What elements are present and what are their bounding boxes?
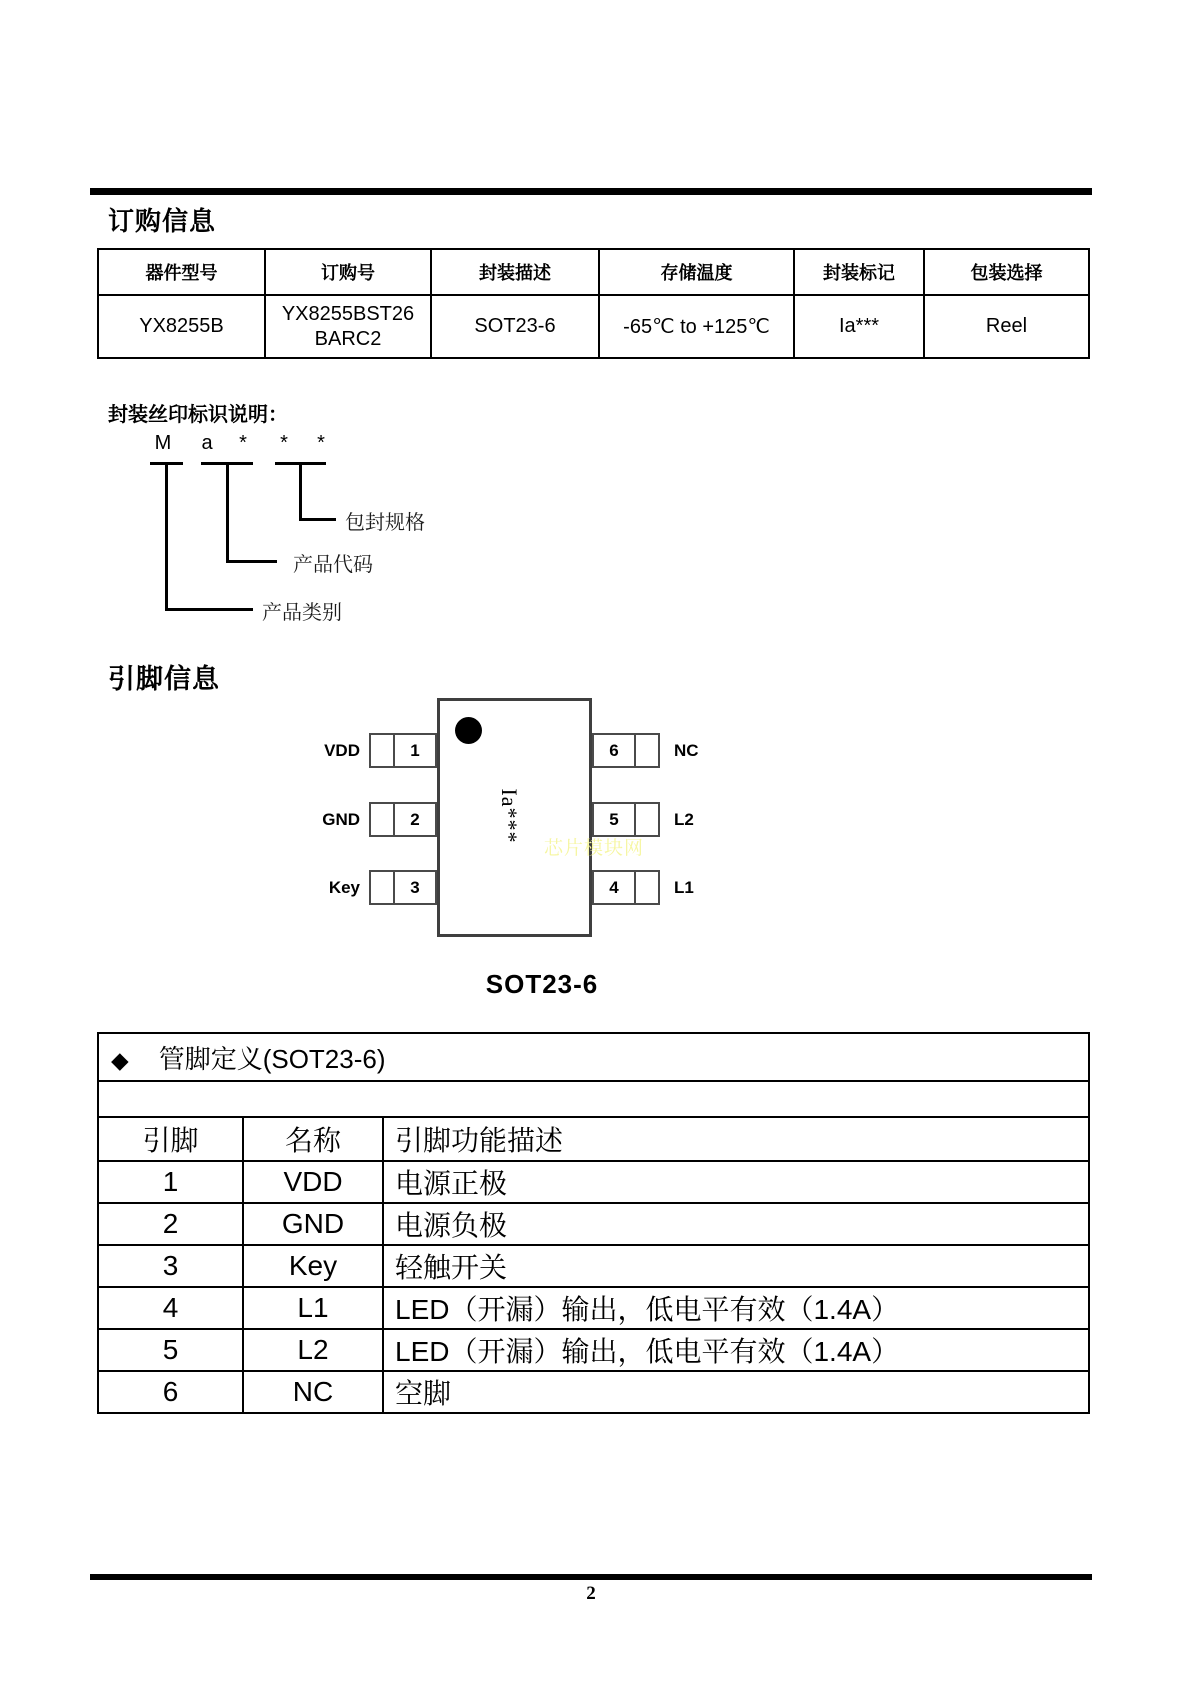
marking-cell: Ia*** [794,295,924,358]
package-cell: SOT23-6 [431,295,599,358]
name-cell: VDD [243,1161,383,1203]
pin-label-vdd: VDD [324,741,360,760]
pin-table-title-row [98,1033,1089,1081]
leader-line-spec [299,462,302,521]
desc-cell: 电源负极 [383,1203,1089,1245]
leader-arm-spec [299,518,336,521]
leader-line-category [165,462,168,611]
col-header-name: 名称 [243,1117,383,1161]
desc-cell: LED（开漏）输出，低电平有效（1.4A） [383,1287,1089,1329]
pin-cell: 1 [98,1161,243,1203]
pin-lead [371,735,395,766]
order-number-line2: BARC2 [314,327,382,350]
desc-cell: LED（开漏）输出，低电平有效（1.4A） [383,1329,1089,1371]
pin-row-4 [98,1287,1089,1329]
pin-table-header-row [98,1117,1089,1161]
watermark-text: 芯片模块网 [544,838,645,859]
pin-box-4 [592,870,660,905]
pin-number-6: 6 [609,741,619,760]
pin-label-nc: NC [674,741,699,760]
marking-char-4: * [280,432,288,454]
package-name-label: SOT23-6 [485,969,599,999]
pin-box-6 [592,733,660,768]
pin-cell: 2 [98,1203,243,1245]
order-table-header-row [98,249,1089,295]
pin-box-3 [369,870,437,905]
pin-label-l1: L1 [674,878,694,897]
name-cell: L2 [243,1329,383,1371]
marking-char-3: * [239,432,247,454]
pin-row-3 [98,1245,1089,1287]
pin-row-5 [98,1329,1089,1371]
spacer-row [98,1081,1089,1117]
footer-rule [90,1574,1092,1580]
col-header-order-number: 订购号 [265,249,431,295]
storage-temp-cell: -65℃ to +125℃ [599,295,794,358]
order-info-table [97,248,1090,359]
pin-table-title: 管脚定义(SOT23-6) [158,1043,386,1074]
marking-char-5: * [317,432,325,454]
label-product-category: 产品类别 [262,602,342,624]
order-table-data-row [98,295,1089,358]
pin-row-2 [98,1203,1089,1245]
marking-section-title: 封装丝印标识说明： [108,404,288,426]
col-header-part-number: 器件型号 [98,249,265,295]
name-cell: Key [243,1245,383,1287]
pin-box-1 [369,733,437,768]
desc-cell: 轻触开关 [383,1245,1089,1287]
pin-lead [371,804,395,835]
packing-cell: Reel [924,295,1089,358]
part-number-cell: YX8255B [98,295,265,358]
pin-number-3: 3 [410,878,420,897]
pin-label-key: Key [328,878,360,897]
spacer-cell [98,1081,1089,1117]
col-header-package: 封装描述 [431,249,599,295]
leader-arm-code [226,560,277,563]
marking-char-1: M [154,432,172,454]
pin-number-5: 5 [609,810,619,829]
leader-arm-category [165,608,253,611]
leader-line-code [226,462,229,563]
top-rule [90,188,1092,195]
pin-lead [634,735,658,766]
col-header-storage-temp: 存储温度 [599,249,794,295]
desc-cell: 空脚 [383,1371,1089,1413]
pin-lead [371,872,395,903]
desc-cell: 电源正极 [383,1161,1089,1203]
pin-cell: 6 [98,1371,243,1413]
col-header-marking: 封装标记 [794,249,924,295]
col-header-desc: 引脚功能描述 [383,1117,1089,1161]
marking-char-2: a [201,432,213,454]
pin-number-4: 4 [609,878,619,897]
pin1-dot [455,717,482,744]
pin-row-1 [98,1161,1089,1203]
pin-box-2 [369,802,437,837]
pin-number-1: 1 [410,741,420,760]
chip-marking-text: Ia*** [497,788,522,844]
label-product-code: 产品代码 [293,554,373,576]
pin-number-2: 2 [410,810,420,829]
col-header-pin: 引脚 [98,1117,243,1161]
pin-lead [634,872,658,903]
pin-table-title-cell [98,1033,1089,1081]
pin-info-title: 引脚信息 [108,664,220,694]
name-cell: GND [243,1203,383,1245]
diamond-bullet-icon: ◆ [111,1046,129,1073]
order-number-line1: YX8255BST26 [281,302,415,325]
order-info-title: 订购信息 [108,206,217,236]
name-cell: NC [243,1371,383,1413]
order-number-cell [265,295,431,358]
name-cell: L1 [243,1287,383,1329]
pin-box-5 [592,802,660,837]
col-header-packing: 包装选择 [924,249,1089,295]
pin-cell: 4 [98,1287,243,1329]
page-number: 2 [586,1583,596,1604]
label-package-spec: 包封规格 [345,512,425,534]
pin-label-gnd: GND [322,810,360,829]
pin-label-l2: L2 [674,810,694,829]
pin-row-6 [98,1371,1089,1413]
pin-definition-table [97,1032,1090,1414]
pin-lead [634,804,658,835]
pin-cell: 5 [98,1329,243,1371]
pin-cell: 3 [98,1245,243,1287]
